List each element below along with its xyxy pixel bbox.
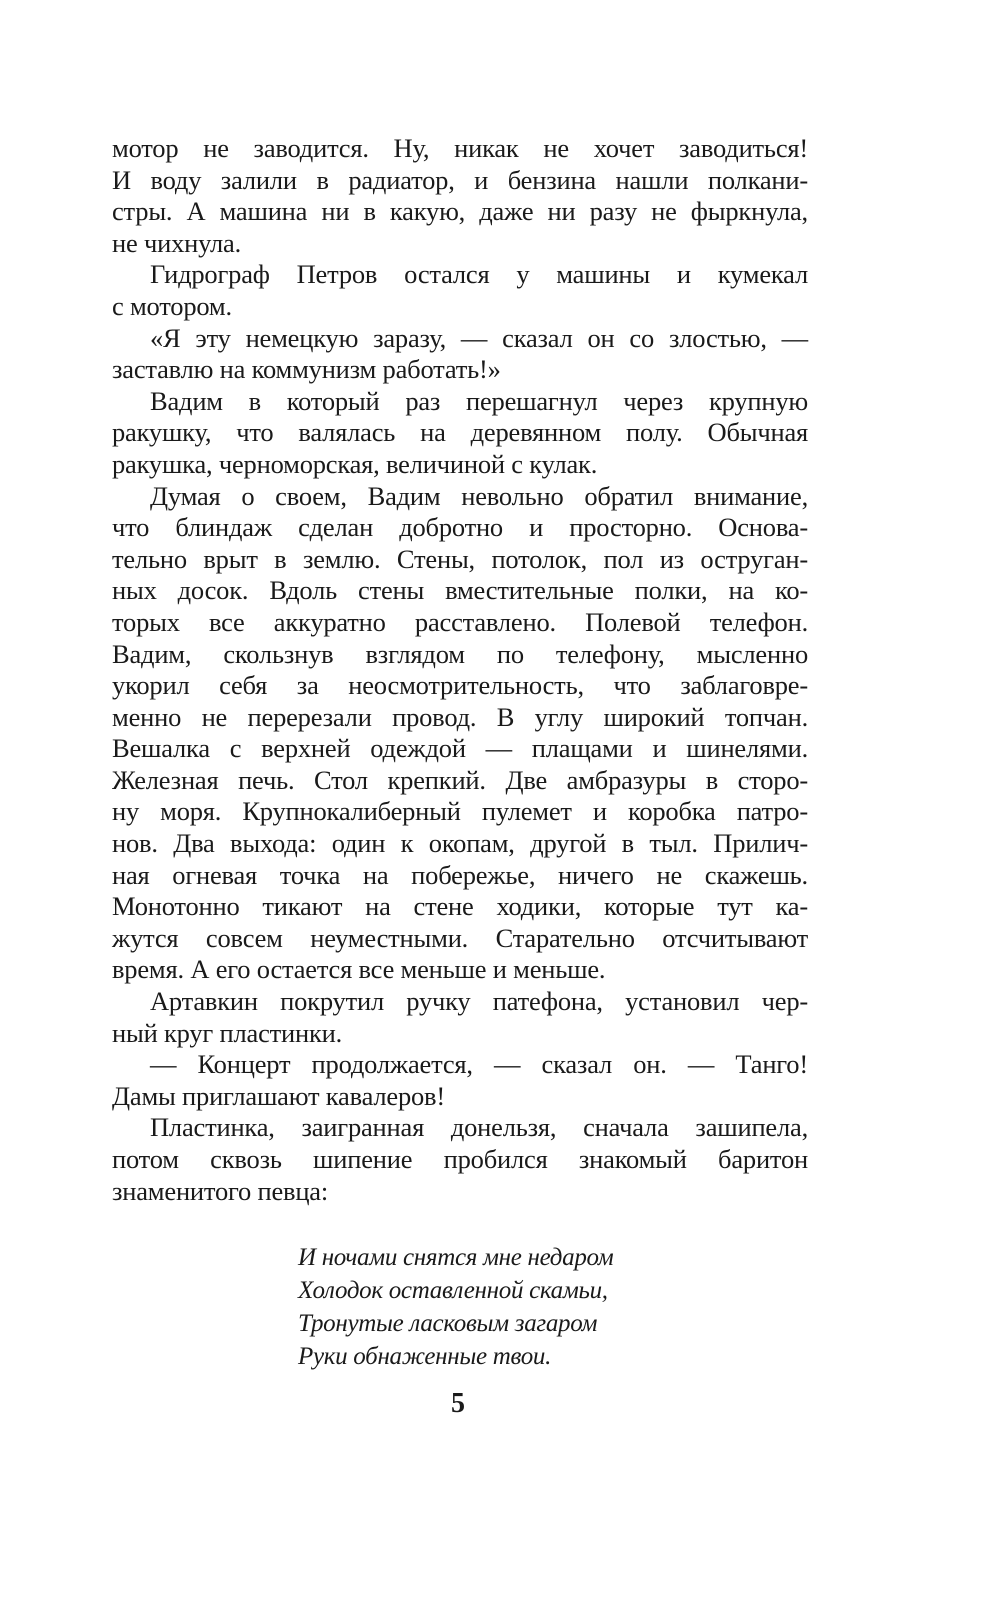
- paragraph: [112, 386, 808, 481]
- text-line: заставлю на коммунизм работать!»: [112, 354, 501, 385]
- text-line: укорил себя за неосмотрительность, что заблаговре-: [112, 670, 808, 701]
- text-line: «Я эту немецкую заразу, — сказал он со злостью, —: [150, 322, 808, 353]
- text-line: Пластинка, заигранная донельзя, сначала зашипела,: [150, 1112, 808, 1143]
- text-line: Артавкин покрутил ручку патефона, установил чер-: [150, 986, 808, 1017]
- poem-line: Холодок оставленной скамьи,: [298, 1277, 608, 1304]
- text-line: ный круг пластинки.: [112, 1017, 343, 1048]
- text-line: Монотонно тикают на стене ходики, которые тут ка-: [112, 891, 808, 922]
- text-line: потом сквозь шипение пробился знакомый баритон: [112, 1144, 808, 1174]
- paragraph: [112, 133, 808, 259]
- poem-line: Тронутые ласковым загаром: [298, 1310, 598, 1337]
- text-line: ракушка, черноморская, величиной с кулак.: [112, 448, 598, 479]
- text-line: тельно врыт в землю. Стены, потолок, пол из оструган-: [112, 543, 808, 574]
- text-line: торых все аккуратно расставлено. Полевой телефон.: [112, 606, 808, 637]
- text-line: знаменитого певца:: [112, 1175, 329, 1206]
- text-line: время. А его остается все меньше и меньше.: [112, 954, 606, 985]
- text-line: Думая о своем, Вадим невольно обратил внимание,: [150, 480, 808, 511]
- paragraph: [112, 1049, 808, 1112]
- text-line: мотор не заводится. Ну, никак не хочет заводиться!: [112, 133, 808, 163]
- paragraph: [112, 481, 808, 987]
- text-line: жутся совсем неуместными. Старательно отсчитывают: [112, 922, 808, 953]
- text-line: стры. А машина ни в какую, даже ни разу не фыркнула,: [112, 196, 808, 227]
- body-text: [112, 133, 808, 1207]
- text-line: с мотором.: [112, 290, 232, 321]
- text-line: что блиндаж сделан добротно и просторно. Основа-: [112, 512, 808, 543]
- poem-verse: [298, 1241, 613, 1373]
- text-line: нов. Два выхода: один к окопам, другой в тыл. Прилич-: [112, 828, 808, 859]
- text-line: И воду залили в радиатор, и бензина нашли полкани-: [112, 164, 808, 195]
- text-line: не чихнула.: [112, 227, 242, 258]
- text-line: Гидрограф Петров остался у машины и кумекал: [150, 259, 808, 290]
- text-line: менно не перерезали провод. В углу широкий топчан.: [112, 701, 808, 732]
- text-line: Вешалка с верхней одеждой — плащами и шинелями.: [112, 733, 808, 764]
- text-line: Вадим в который раз перешагнул через крупную: [150, 385, 808, 416]
- text-line: Дамы приглашают кавалеров!: [112, 1080, 445, 1111]
- text-line: Вадим, скользнув взглядом по телефону, мысленно: [112, 638, 808, 669]
- text-line: ных досок. Вдоль стены вместительные полки, на ко-: [112, 575, 808, 606]
- page-number: 5: [451, 1388, 465, 1419]
- poem-line: И ночами снятся мне недаром: [298, 1244, 614, 1271]
- paragraph: [112, 986, 808, 1049]
- paragraph: [112, 259, 808, 322]
- paragraph: [112, 323, 808, 386]
- text-line: — Концерт продолжается, — сказал он. — Танго!: [150, 1049, 808, 1080]
- text-line: ракушку, что валялась на деревянном полу. Обычная: [112, 417, 808, 448]
- paragraph: [112, 1112, 808, 1207]
- poem-line: Руки обнаженные твои.: [298, 1343, 552, 1370]
- text-line: Железная печь. Стол крепкий. Две амбразуры в сторо-: [112, 764, 808, 795]
- text-line: ну моря. Крупнокалиберный пулемет и коробка патро-: [112, 796, 808, 827]
- text-line: ная огневая точка на побережье, ничего не скажешь.: [112, 859, 808, 890]
